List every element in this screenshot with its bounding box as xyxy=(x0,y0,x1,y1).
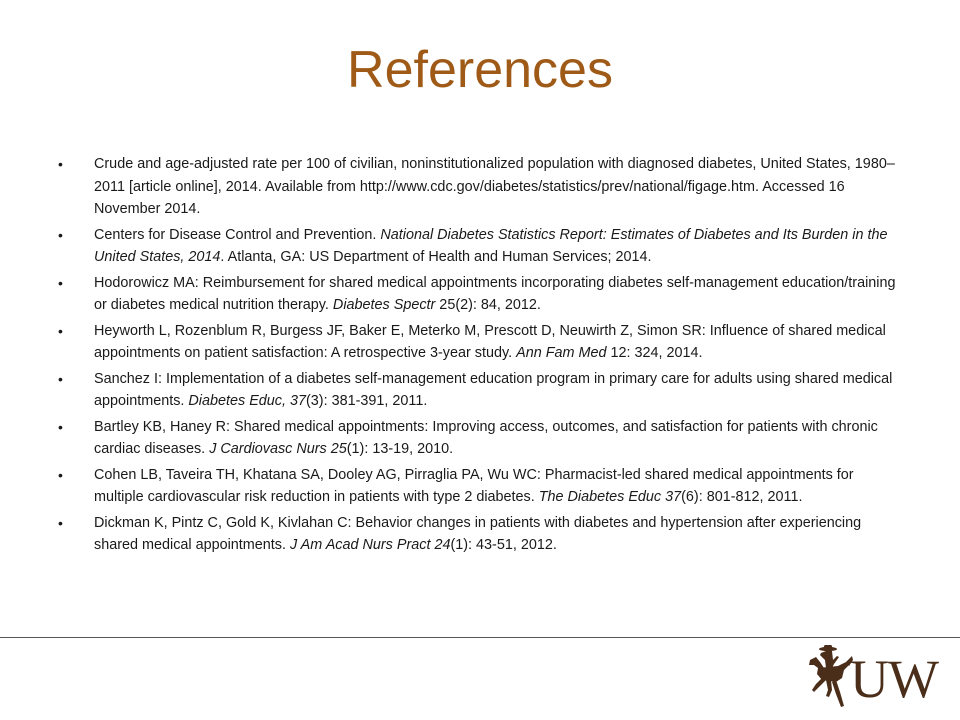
reference-italic-text: The Diabetes Educ 37 xyxy=(538,489,682,505)
bullet-icon: • xyxy=(58,274,63,291)
reference-item xyxy=(58,153,904,221)
reference-text: Dickman K, Pintz C, Gold K, Kivlahan C: Behavior changes in patients with diabetes and hypertension after experiencing shared medical appointments. xyxy=(94,514,862,553)
bullet-icon: • xyxy=(58,466,63,483)
reference-text: Bartley KB, Haney R: Shared medical appointments: Improving access, outcomes, and satisfaction for patients with chronic cardiac diseases. xyxy=(94,418,878,457)
reference-text: (1): 13-19, 2010. xyxy=(346,441,454,457)
reference-italic-text: Diabetes Spectr xyxy=(332,297,436,313)
reference-text: (3): 381-391, 2011. xyxy=(306,393,428,409)
reference-item xyxy=(58,464,904,509)
reference-item xyxy=(58,416,904,461)
reference-text: Heyworth L, Rozenblum R, Burgess JF, Baker E, Meterko M, Prescott D, Neuwirth Z, Simon SR: Influence of shared medical appointments on patient satisfaction: A retrospective 3-year study. xyxy=(94,322,886,361)
reference-item xyxy=(58,512,904,557)
reference-text: Crude and age-adjusted rate per 100 of civilian, noninstitutionalized population with diagnosed diabetes, United States, 1980–2011 [article online], 2014. Available from http://www.cdc.gov/diabetes/statistics/prev/national/figage.htm. Accessed 16 November 2014. xyxy=(94,156,895,217)
reference-italic-text: Diabetes Educ, 37 xyxy=(188,393,307,409)
reference-list xyxy=(58,153,904,560)
reference-text: (6): 801-812, 2011. xyxy=(681,489,803,505)
reference-item xyxy=(58,320,904,365)
reference-italic-text: National Diabetes Statistics Report: Estimates of Diabetes and Its Burden in the United States, 2014 xyxy=(94,226,888,265)
reference-item xyxy=(58,272,904,317)
reference-text: . Atlanta, GA: US Department of Health and Human Services; 2014. xyxy=(220,249,652,265)
reference-text: Cohen LB, Taveira TH, Khatana SA, Dooley AG, Pirraglia PA, Wu WC: Pharmacist-led shared medical appointments for multiple cardiovascular risk reduction in patients with type 2 diabetes. xyxy=(94,466,854,505)
reference-italic-text: J Cardiovasc Nurs 25 xyxy=(209,441,347,457)
footer-divider xyxy=(0,637,960,638)
bullet-icon: • xyxy=(58,226,63,243)
reference-italic-text: J Am Acad Nurs Pract 24 xyxy=(289,537,451,553)
reference-text: Hodorowicz MA: Reimbursement for shared medical appointments incorporating diabetes self-management education/training or diabetes medical nutrition therapy. xyxy=(94,274,896,313)
bullet-icon: • xyxy=(58,514,63,531)
slide-title: References xyxy=(347,41,613,99)
reference-text: Centers for Disease Control and Prevention. xyxy=(94,226,381,243)
bullet-icon: • xyxy=(58,370,63,387)
reference-item xyxy=(58,368,904,413)
bullet-icon: • xyxy=(58,156,63,172)
logo-letters: UW xyxy=(850,649,938,709)
reference-text: Sanchez I: Implementation of a diabetes self-management education program in primary care for adults using shared medical appointments. xyxy=(94,370,893,409)
reference-item xyxy=(58,224,904,269)
reference-text: (1): 43-51, 2012. xyxy=(450,537,557,553)
bullet-icon: • xyxy=(58,322,63,339)
bullet-icon: • xyxy=(58,418,63,435)
reference-text: 12: 324, 2014. xyxy=(606,345,703,361)
reference-italic-text: Ann Fam Med xyxy=(516,345,607,361)
uw-logo xyxy=(806,644,948,714)
reference-text: 25(2): 84, 2012. xyxy=(435,297,541,313)
bucking-horse-icon xyxy=(806,644,854,714)
